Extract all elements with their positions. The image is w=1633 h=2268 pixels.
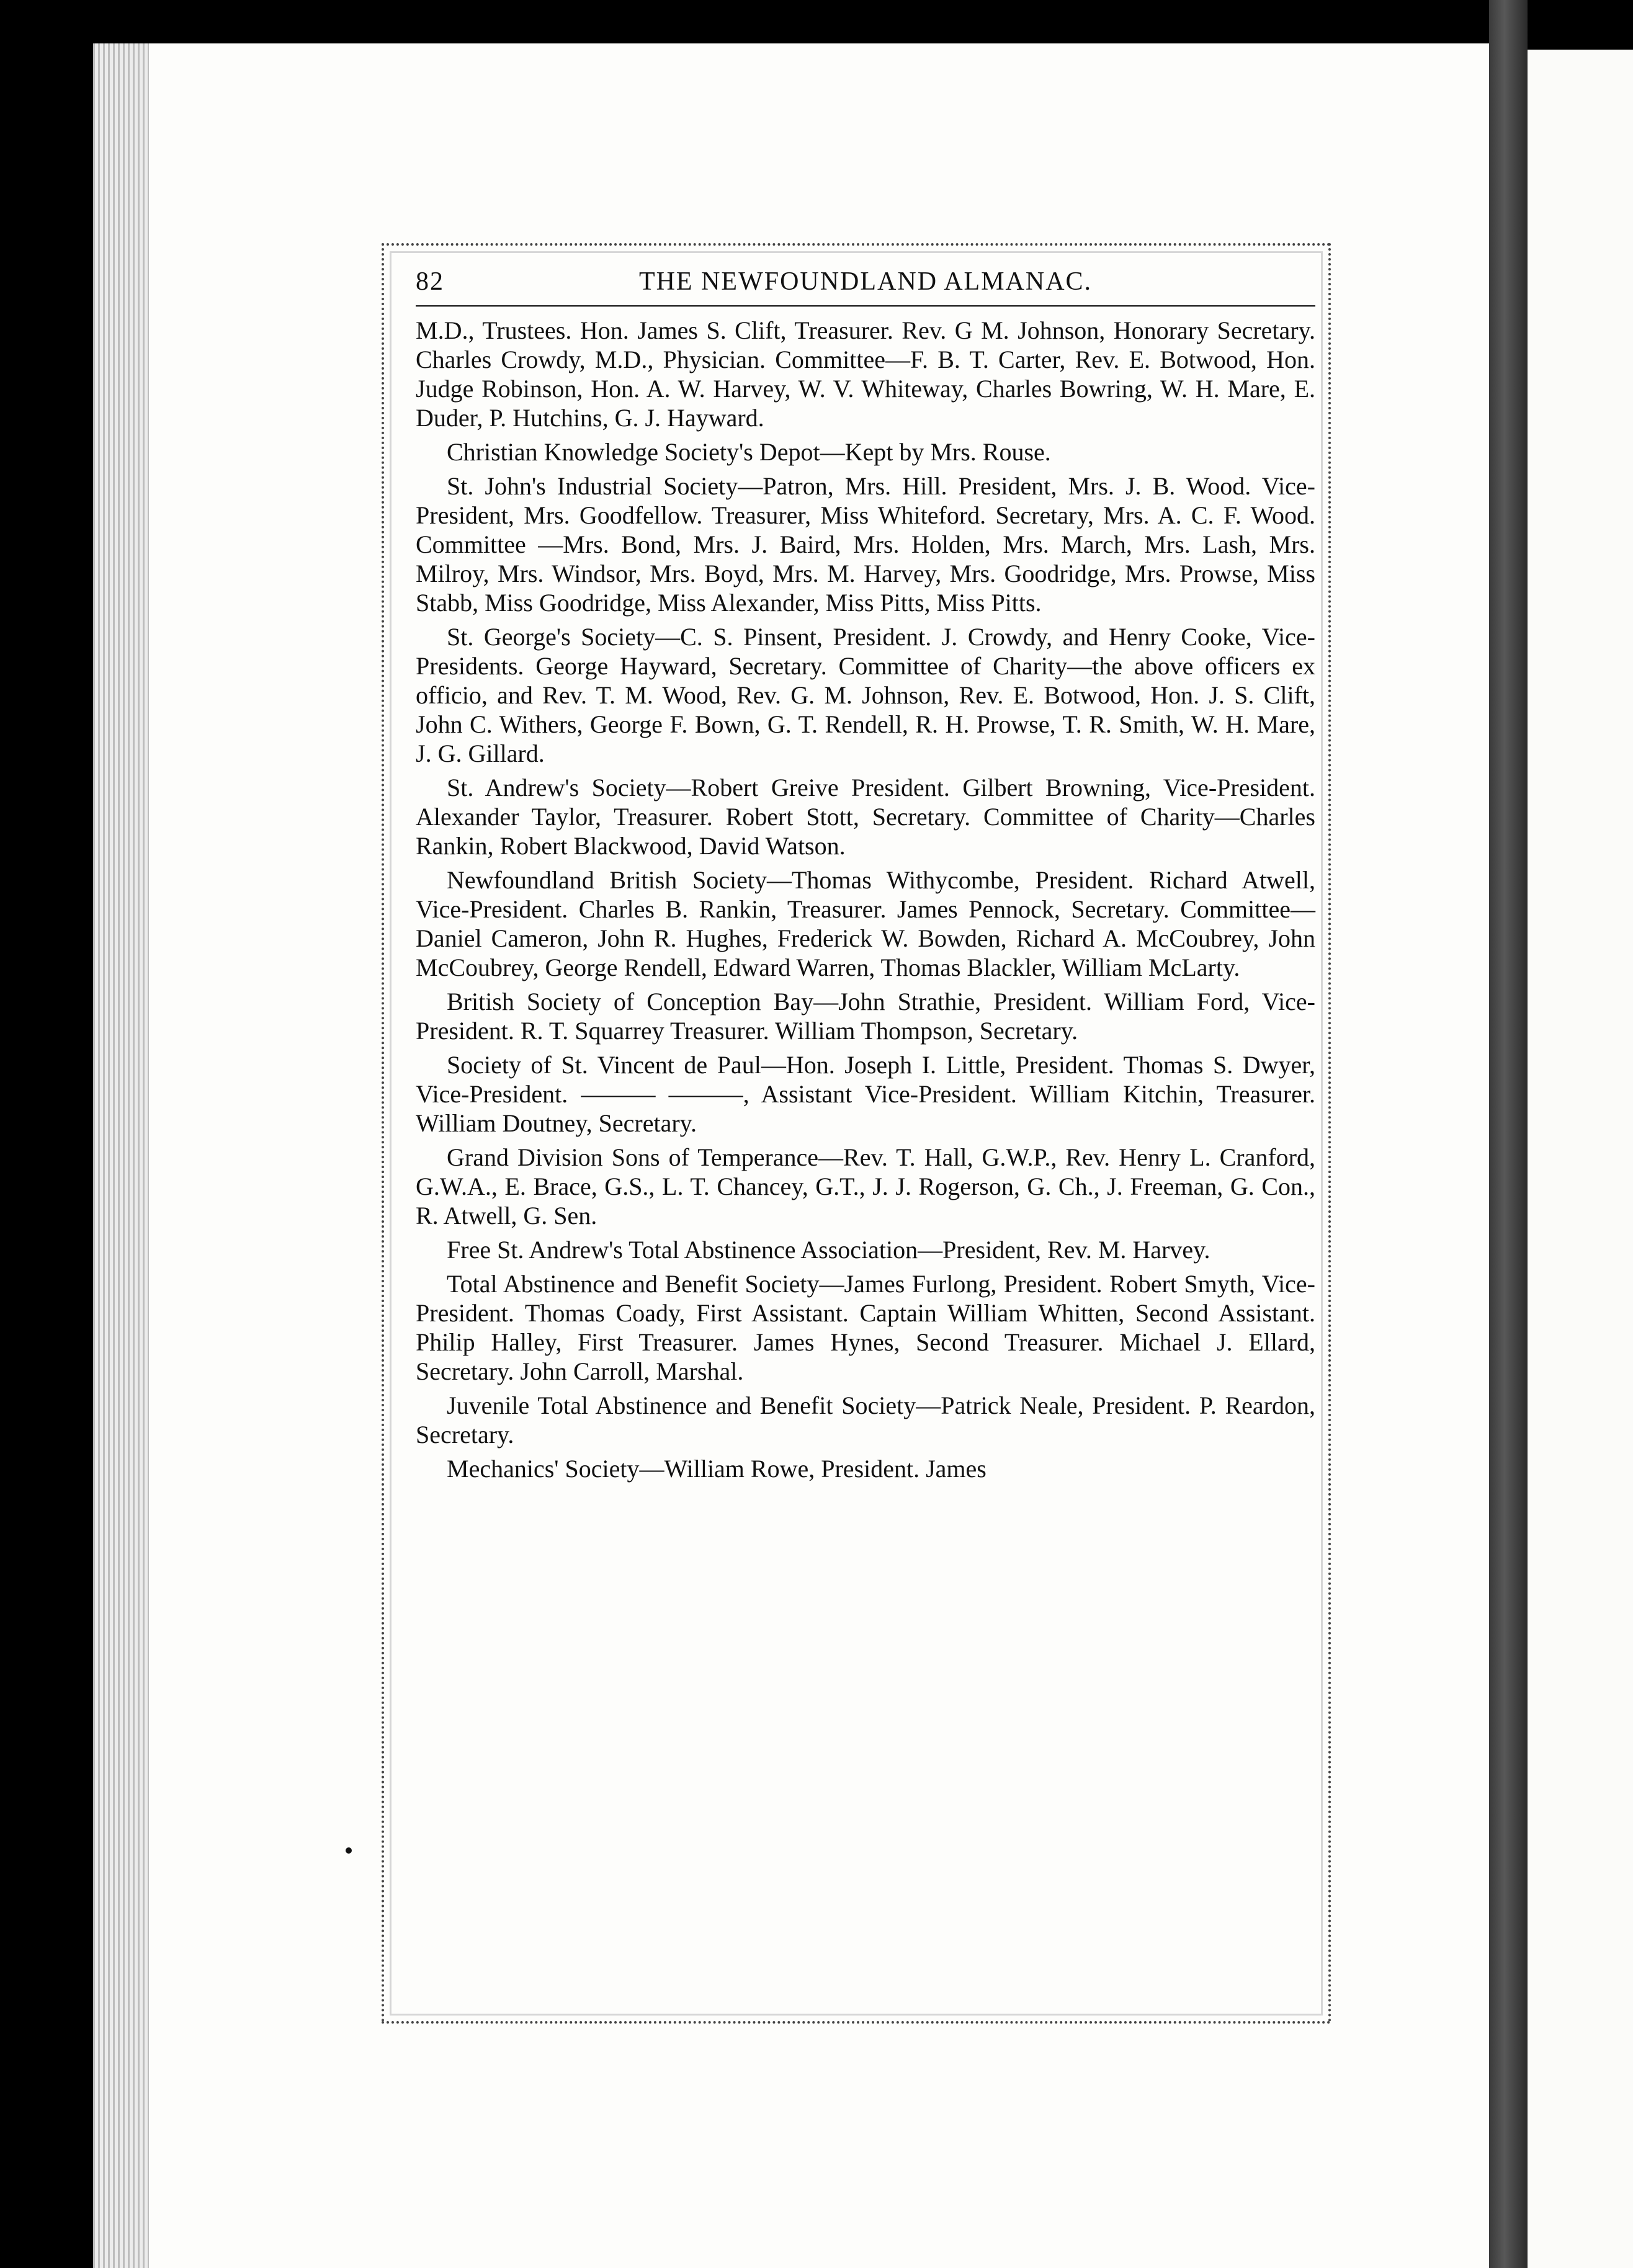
page-edges <box>93 43 149 2268</box>
paragraph: Juvenile Total Abstinence and Benefit Society—Patrick Neale, President. P. Reardon, Secretary. <box>416 1391 1315 1449</box>
page-content <box>416 267 1315 1488</box>
book-gutter <box>1489 0 1528 2268</box>
page-header <box>416 267 1315 307</box>
running-title: THE NEWFOUNDLAND ALMANAC. <box>638 267 1093 296</box>
paragraph: Mechanics' Society—William Rowe, President. James <box>447 1455 987 1483</box>
paragraph: Newfoundland British Society—Thomas Withycombe, President. Richard Atwell, Vice-President. Charles B. Rankin, Treasurer. James Pennock, Secretary. Committee—Daniel Cameron, John R. Hughes, Frederick W. Bowden, Richard A. McCoubrey, John McCoubrey, George Rendell, Edward Warren, Thomas Blackler, William McLarty. <box>416 866 1315 981</box>
body-text <box>416 316 1315 1483</box>
facing-page <box>1528 50 1633 2268</box>
paragraph: St. Andrew's Society—Robert Greive President. Gilbert Browning, Vice-President. Alexander Taylor, Treasurer. Robert Stott, Secretary. Committee of Charity—Charles Rankin, Robert Blackwood, David Watson. <box>416 774 1315 860</box>
paragraph: British Society of Conception Bay—John Strathie, President. William Ford, Vice-President. R. T. Squarrey Treasurer. William Thompson, Secretary. <box>416 988 1315 1045</box>
paragraph: St. George's Society—C. S. Pinsent, President. J. Crowdy, and Henry Cooke, Vice-Presidents. George Hayward, Secretary. Committee of Charity—the above officers ex officio, and Rev. T. M. Wood, Rev. G. M. Johnson, Rev. E. Botwood, Hon. J. S. Clift, John C. Withers, George F. Bown, G. T. Rendell, R. H. Prowse, T. R. Smith, W. H. Mare, J. G. Gillard. <box>416 623 1315 767</box>
paragraph: M.D., Trustees. Hon. James S. Clift, Treasurer. Rev. G M. Johnson, Honorary Secretary. Charles Crowdy, M.D., Physician. Committee—F. B. T. Carter, Rev. E. Botwood, Hon. Judge Robinson, Hon. A. W. Harvey, W. V. Whiteway, Charles Bowring, W. H. Mare, E. Duder, P. Hutchins, G. J. Hayward. <box>416 316 1315 432</box>
paragraph: Free St. Andrew's Total Abstinence Association—President, Rev. M. Harvey. <box>447 1236 1210 1264</box>
paragraph: Society of St. Vincent de Paul—Hon. Joseph I. Little, President. Thomas S. Dwyer, Vice-President. ——— ———, Assistant Vice-President. William Kitchin, Treasurer. William Doutney, Secretary. <box>416 1051 1315 1137</box>
paragraph: St. John's Industrial Society—Patron, Mrs. Hill. President, Mrs. J. B. Wood. Vice-President, Mrs. Goodfellow. Treasurer, Miss Whiteford. Secretary, Mrs. A. C. F. Wood. Committee —Mrs. Bond, Mrs. J. Baird, Mrs. Holden, Mrs. March, Mrs. Lash, Mrs. Milroy, Mrs. Windsor, Mrs. Boyd, Mrs. M. Harvey, Mrs. Goodridge, Mrs. Prowse, Miss Stabb, Miss Goodridge, Miss Alexander, Miss Pitts, Miss Pitts. <box>416 472 1315 617</box>
paragraph: Grand Division Sons of Temperance—Rev. T. Hall, G.W.P., Rev. Henry L. Cranford, G.W.A., E. Brace, G.S., L. T. Chancey, G.T., J. J. Rogerson, G. Ch., J. Freeman, G. Con., R. Atwell, G. Sen. <box>416 1143 1315 1230</box>
paragraph: Christian Knowledge Society's Depot—Kept by Mrs. Rouse. <box>447 438 1051 466</box>
paragraph: Total Abstinence and Benefit Society—James Furlong, President. Robert Smyth, Vice-President. Thomas Coady, First Assistant. Captain William Whitten, Second Assistant. Philip Halley, First Treasurer. James Hynes, Second Treasurer. Michael J. Ellard, Secretary. John Carroll, Marshal. <box>416 1270 1315 1385</box>
ink-dot <box>346 1847 352 1854</box>
page-number: 82 <box>416 267 444 296</box>
